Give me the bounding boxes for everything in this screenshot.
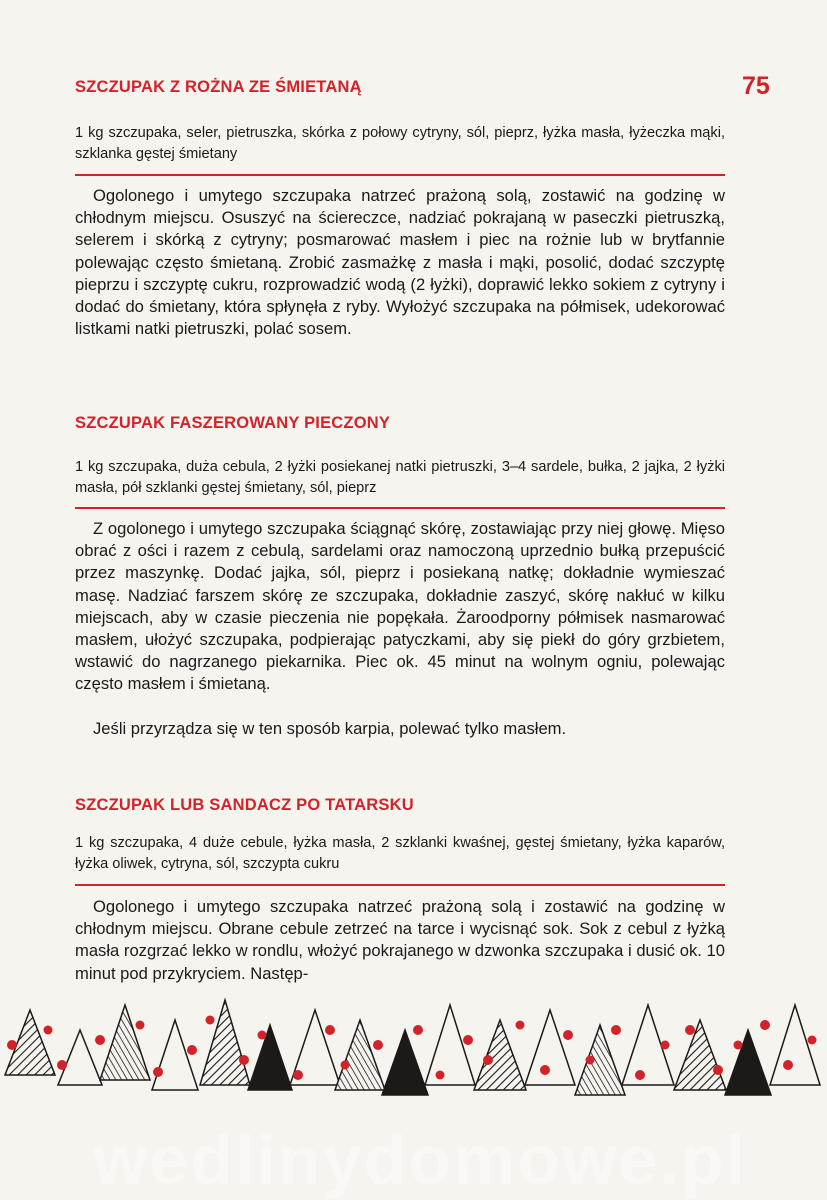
tree-shape: [248, 1025, 292, 1090]
tree-shape: [152, 1020, 198, 1090]
tree-shape: [425, 1005, 475, 1085]
divider: [75, 174, 725, 176]
instructions-paragraph: Z ogolonego i umytego szczupaka ściągnąć skórę, zostawiając przy niej głowę. Mięso obrać z ości i razem z cebulą, sardelami oraz namoczoną uprzednio bułką przepuścić przez maszynkę. Dodać jajka, sól, pieprz i posiekaną natkę; dokładnie wymieszać masę. Nadziać farszem skórę ze szczupaka, dokładnie zaszyć, skórę nakłuć w kilku miejscach, aby w czasie pieczenia nie popękała. Żaroodporny półmisek nasmarować masłem, ułożyć szczupaka, podpierając patyczkami, aby się piekł do góry grzbietem, wstawić do nagrzanego piekarnika. Piec ok. 45 minut na wolnym ogniu, polewając często masłem i śmietaną.: [75, 519, 725, 694]
ingredients-list: 1 kg szczupaka, duża cebula, 2 łyżki posiekanej natki pietruszki, 3–4 sardele, bułka, 2 jajka, 2 łyżki masła, pół szklanki gęstej śmietany, sól, pieprz: [75, 459, 725, 496]
recipe-title: SZCZUPAK Z ROŻNA ZE ŚMIETANĄ: [75, 78, 362, 96]
tree-shape: [725, 1030, 771, 1095]
tree-shape: [474, 1020, 526, 1090]
recipe-title: SZCZUPAK LUB SANDACZ PO TATARSKU: [75, 796, 414, 814]
ingredients-list: 1 kg szczupaka, seler, pietruszka, skórka z połowy cytryny, sól, pieprz, łyżka masła, łyżeczka mąki, szklanka gęstej śmietany: [75, 125, 725, 162]
instructions-paragraph: Ogolonego i umytego szczupaka natrzeć prażoną solą i zostawić na godzinę w chłodnym miejscu. Obrane cebule zetrzeć na tarce i wycisnąć sok. Sok z cebul z łyżką masła rozgrzać lekko w rondlu, włożyć pokrajanego w dzwonka szczupaka i dusić ok. 10 minut pod przykryciem. Następ-: [75, 897, 725, 983]
ingredients-list: 1 kg szczupaka, 4 duże cebule, łyżka masła, 2 szklanki kwaśnej, gęstej śmietany, łyżka kaparów, łyżka oliwek, cytryna, sól, szczypta cukru: [75, 835, 725, 872]
tree-row: [5, 1000, 820, 1095]
tree-shape: [674, 1020, 726, 1090]
instructions-paragraph: Jeśli przyrządza się w ten sposób karpia, polewać tylko masłem.: [93, 719, 567, 738]
watermark: wedlinydomowe.pl: [92, 1121, 748, 1199]
instructions-paragraph: Ogolonego i umytego szczupaka natrzeć prażoną solą, zostawić na godzinę w chłodnym miejscu. Osuszyć na ściereczce, nadziać pokrajaną w paseczki pietruszką, selerem i skórką z cytryny; posmarować masłem i piec na rożnie lub w brytfannie polewając często śmietaną. Zrobić zasmażkę z masła i mąki, posolić, dodać szczyptę pieprzu i szczyptę cukru, rozprowadzić wodą (2 łyżki), doprawić lekko sokiem z cytryny i dodać do śmietany, która spłynęła z ryby. Wyłożyć szczupaka na półmisek, udekorować listkami natki pietruszki, polać sosem.: [75, 186, 725, 339]
tree-shape: [382, 1030, 428, 1095]
divider: [75, 507, 725, 509]
page-number: 75: [742, 72, 770, 100]
christmas-tree-border-illustration: [0, 990, 827, 1140]
tree-shape: [335, 1020, 385, 1090]
tree-shape: [575, 1025, 625, 1095]
tree-shape: [100, 1005, 150, 1080]
tree-shape: [200, 1000, 250, 1085]
recipe-title: SZCZUPAK FASZEROWANY PIECZONY: [75, 414, 391, 432]
divider: [75, 884, 725, 886]
tree-shape: [770, 1005, 820, 1085]
tree-shape: [525, 1010, 575, 1085]
